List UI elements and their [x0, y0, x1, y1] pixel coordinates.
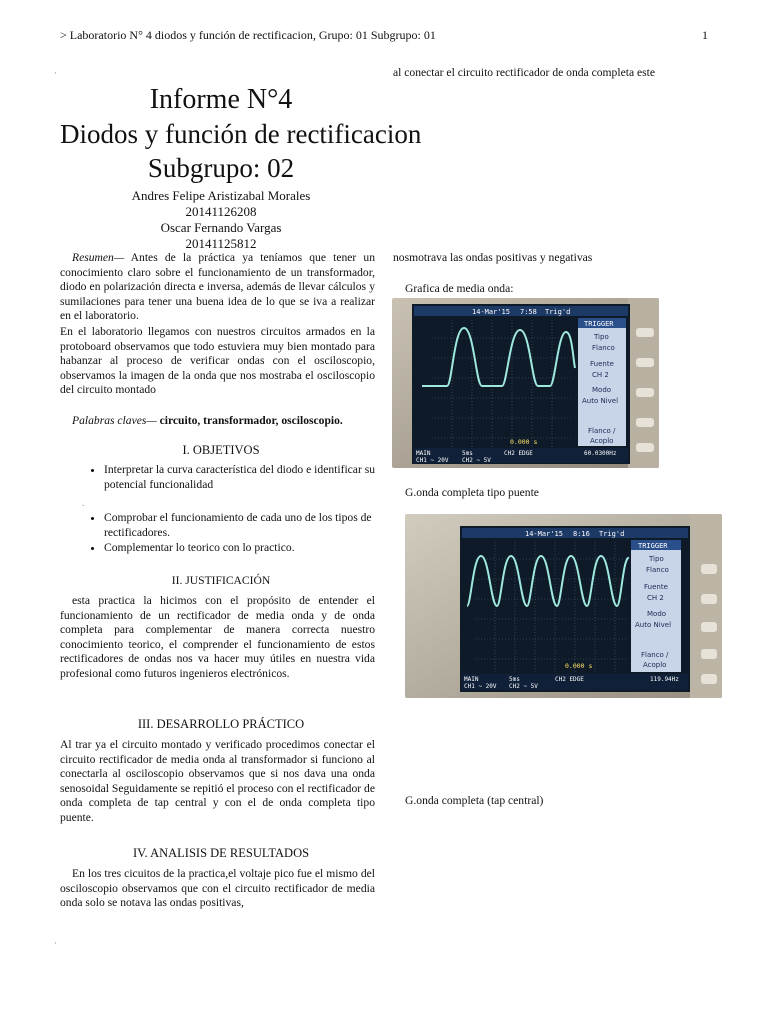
oscilloscope-1-svg: [392, 298, 659, 468]
scope-time-offset: 0.000 s: [510, 438, 538, 446]
paper-title-line-2: Diodos y función de rectificacion: [60, 119, 422, 149]
scope-ch2-scale: CH2 ~ 5V: [462, 457, 491, 464]
oscilloscope-photo-full-wave-bridge: [405, 514, 722, 698]
keywords-label: Palabras claves—: [72, 414, 157, 427]
scope-date: 14-Mar'15: [525, 530, 563, 538]
analisis-text: En los tres cicuitos de la practica,el voltaje pico fue el mismo del osciloscopio observamos que con el circuito rectificador de media onda solo se notava las ondas positivas,: [60, 867, 375, 910]
desarrollo-text: Al trar ya el circuito montado y verificado procedimos conectar el circuito rectificador de media onda al transformador si funciono al conectarla al osciloscopio observamos que si nos dava una onda senosoidal Seguidamente se repitió el proceso con el rectificador de onda completa de tap central y con el de onda completa tipo puente.: [60, 738, 375, 824]
softkey-label: Modo: [647, 610, 667, 618]
scope-ch1-scale: CH1 ~ 20V: [464, 683, 497, 690]
scope-main-label: MAIN: [416, 450, 431, 457]
abstract-text: Antes de la práctica ya teníamos que tener un conocimiento claro sobre el funcionamiento de un transformador, diodo en polarización directa e inversa, además de llevar cálculos y sumilaciones para tener una buena idea de lo que se iva a realizar en el laboratorio.: [60, 251, 375, 323]
section-heading-justificacion: II. JUSTIFICACIÓN: [171, 574, 271, 587]
list-dot: .: [82, 498, 85, 508]
right-text-line: nosmotrava las ondas positivas y negativas: [393, 251, 593, 264]
figure-caption: Grafica de media onda:: [405, 282, 514, 295]
softkey-label: Acoplo: [590, 437, 614, 445]
scope-date: 14-Mar'15: [472, 308, 510, 316]
trigger-menu-title: TRIGGER: [584, 320, 614, 328]
objectives-list: [60, 510, 404, 555]
abstract-paragraph-2: En el laboratorio llegamos con nuestros circuitos armados en la protoboard observamos que todo estuviera muy bien montado para habanzar al proceso de verificar ondas con el osciloscopio, observamos la imagen de la onda que nos mostraba el osciloscopio del circuito montado: [60, 325, 375, 397]
scope-trig-status: Trig'd: [545, 308, 571, 316]
keywords: [72, 414, 382, 429]
softkey-label: Auto Nivel: [635, 621, 672, 629]
softkey-label: CH 2: [647, 594, 664, 602]
paper-title-line-3: Subgrupo: 02: [147, 153, 295, 183]
scope-main-label: MAIN: [464, 676, 479, 683]
abstract-label: Resumen—: [72, 251, 125, 264]
list-item: • Complementar lo teorico con lo practico.: [104, 540, 404, 555]
scope-timebase: 5ms: [462, 450, 473, 457]
oscilloscope-photo-half-wave: [392, 298, 659, 468]
softkey-label: Fuente: [644, 583, 668, 591]
softkey-label: Flanco: [646, 566, 669, 574]
scope-trig-status: Trig'd: [599, 530, 625, 538]
abstract: [60, 251, 375, 324]
softkey-label: Flanco /: [588, 427, 616, 435]
softkey-label: Auto Nivel: [582, 397, 619, 405]
softkey-label: Acoplo: [643, 661, 667, 669]
scope-ch2-scale: CH2 ~ 5V: [509, 683, 538, 690]
keywords-terms: circuito, transformador, osciloscopio.: [156, 414, 343, 427]
scope-trigger-source: CH2 EDGE: [555, 676, 584, 683]
scope-frequency: 60.0300Hz: [584, 450, 617, 457]
softkey-label: Flanco: [592, 344, 615, 352]
list-item: • Comprobar el funcionamiento de cada uno de los tipos de rectificadores.: [104, 510, 404, 540]
scope-ch1-scale: CH1 ~ 20V: [416, 457, 449, 464]
objectives-list: [60, 462, 404, 492]
author-id: 20141126208: [185, 204, 257, 219]
figure-caption: G.onda completa tipo puente: [405, 486, 539, 499]
running-header: > Laboratorio N° 4 diodos y función de rectificacion, Grupo: 01 Subgrupo: 01: [60, 28, 436, 42]
justificacion-text: esta practica la hicimos con el propósito de entender el funcionamiento de un rectificador de media onda y de onda completa para complementar de manera correcta nuestro conocimiento teorico, el comprender el funcionamiento de estos rectificadores de ondas nos va hacer muy útiles en nuestra vida profesional como futuros ingenieros electrónicos.: [60, 594, 375, 680]
author-name: Andres Felipe Aristizabal Morales: [131, 188, 311, 203]
list-item: • Interpretar la curva característica del diodo e identificar su potencial funcionalidad: [104, 462, 404, 492]
section-heading-desarrollo: III. DESARROLLO PRÁCTICO: [137, 717, 305, 731]
softkey-label: Fuente: [590, 360, 614, 368]
section-heading-objetivos: I. OBJETIVOS: [182, 443, 260, 457]
scope-time: 8:16: [573, 530, 590, 538]
author-id: 20141125812: [185, 236, 257, 251]
scope-time: 7:58: [520, 308, 537, 316]
scope-trigger-source: CH2 EDGE: [504, 450, 533, 457]
oscilloscope-2-svg: [405, 514, 722, 698]
scope-time-offset: 0.000 s: [565, 662, 593, 670]
scope-side-panel: [628, 298, 659, 468]
margin-dot: ·: [54, 68, 57, 78]
paper-title-line-1: Informe N°4: [149, 84, 293, 115]
scope-timebase: 5ms: [509, 676, 520, 683]
author-name: Oscar Fernando Vargas: [160, 220, 282, 235]
figure-caption: G.onda completa (tap central): [405, 794, 544, 807]
softkey-label: Modo: [592, 386, 612, 394]
softkey-label: Tipo: [594, 333, 609, 341]
softkey-label: Tipo: [649, 555, 664, 563]
scope-frequency: 119.94Hz: [650, 676, 679, 683]
trigger-menu-title: TRIGGER: [638, 542, 668, 550]
scope-side-panel: [690, 514, 722, 698]
page-number: 1: [702, 28, 708, 42]
section-heading-analisis: IV. ANALISIS DE RESULTADOS: [132, 846, 310, 860]
right-text-line: al conectar el circuito rectificador de onda completa este: [393, 66, 656, 79]
softkey-label: Flanco /: [641, 651, 669, 659]
margin-dot: ·: [54, 938, 57, 948]
softkey-label: CH 2: [592, 371, 609, 379]
